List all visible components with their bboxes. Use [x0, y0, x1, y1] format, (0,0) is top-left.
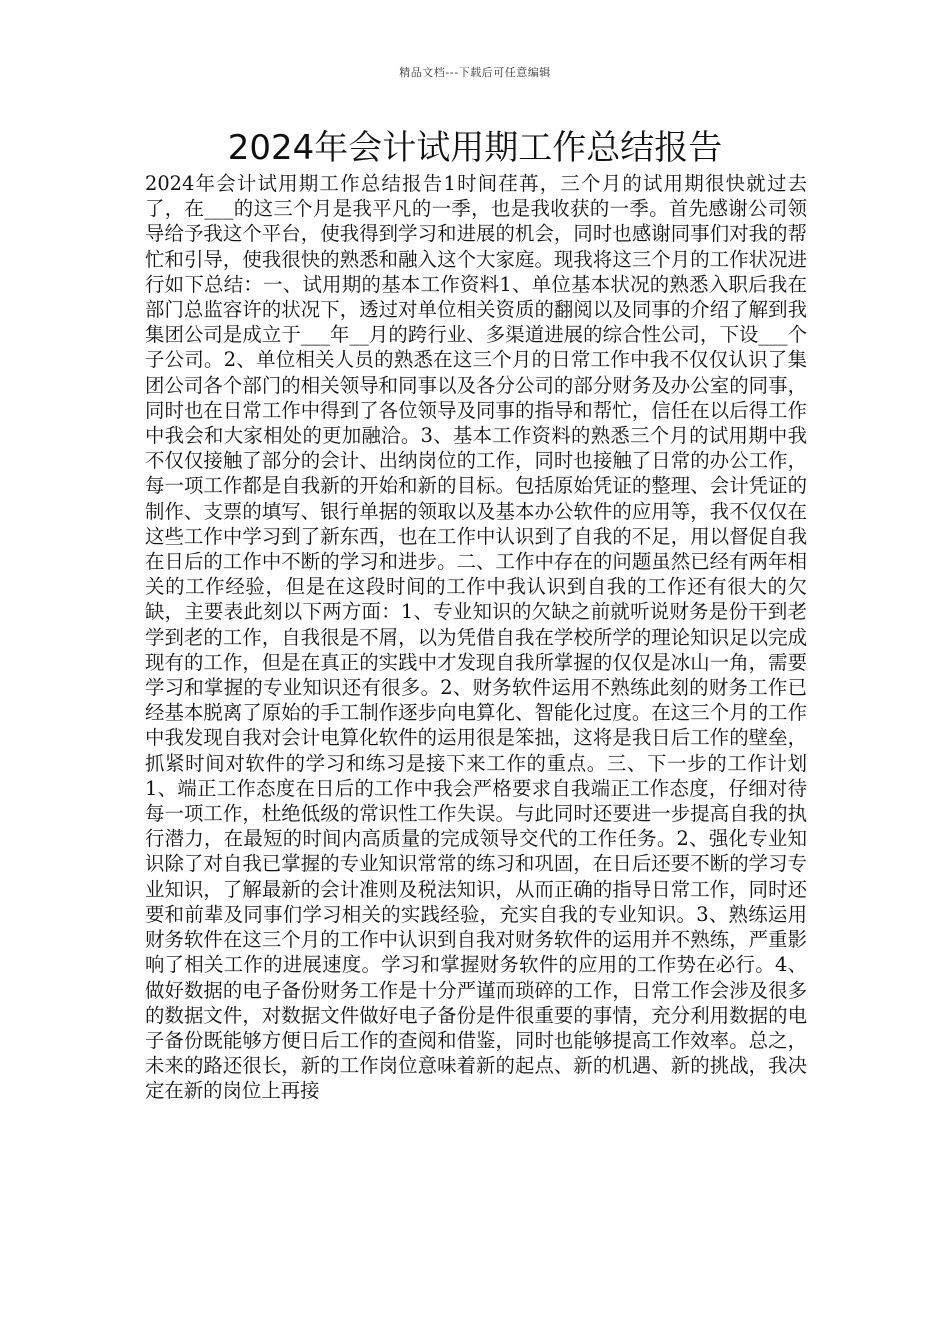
page-header-note: 精品文档---下载后可任意编辑	[399, 66, 551, 79]
document-body-paragraph: 2024年会计试用期工作总结报告1时间荏苒，三个月的试用期很快就过去了，在___的这三个月是我平凡的一季，也是我收获的一季。首先感谢公司领导给予我这个平台，使我得到学习和进展的机会，同时也感谢同事们对我的帮忙和引导，使我很快的熟悉和融入这个大家庭。现我将这三个月的工作状况进行如下总结：一、试用期的基本工作资料1、单位基本状况的熟悉入职后我在部门总监容许的状况下，透过对单位相关资质的翻阅以及同事的介绍了解到我集团公司是成立于___年__月的跨行业、多渠道进展的综合性公司，下设___个子公司。2、单位相关人员的熟悉在这三个月的日常工作中我不仅仅认识了集团公司各个部门的相关领导和同事以及各分公司的部分财务及办公室的同事，同时也在日常工作中得到了各位领导及同事的指导和帮忙，信任在以后得工作中我会和大家相处的更加融洽。3、基本工作资料的熟悉三个月的试用期中我不仅仅接触了部分的会计、出纳岗位的工作，同时也接触了日常的办公工作，每一项工作都是自我新的开始和新的目标。包括原始凭证的整理、会计凭证的制作、支票的填写、银行单据的领取以及基本办公软件的应用等，我不仅仅在这些工作中学习到了新东西，也在工作中认识到了自我的不足，用以督促自我在日后的工作中不断的学习和进步。二、工作中存在的问题虽然已经有两年相关的工作经验，但是在这段时间的工作中我认识到自我的工作还有很大的欠缺，主要表此刻以下两方面：1、专业知识的欠缺之前就听说财务是份干到老学到老的工作，自我很是不屑，以为凭借自我在学校所学的理论知识足以完成现有的工作，但是在真正的实践中才发现自我所掌握的仅仅是冰山一角，需要学习和掌握的专业知识还有很多。2、财务软件运用不熟练此刻的财务工作已经基本脱离了原始的手工制作逐步向电算化、智能化过度。在这三个月的工作中我发现自我对会计电算化软件的运用很是笨拙，这将是我日后工作的壁垒，抓紧时间对软件的学习和练习是接下来工作的重点。三、下一步的工作计划1、端正工作态度在日后的工作中我会严格要求自我端正工作态度，仔细对待每一项工作，杜绝低级的常识性工作失误。与此同时还要进一步提高自我的执行潜力，在最短的时间内高质量的完成领导交代的工作任务。2、强化专业知识除了对自我已掌握的专业知识常常的练习和巩固，在日后还要不断的学习专业知识，了解最新的会计准则及税法知识，从而正确的指导日常工作，同时还要和前辈及同事们学习相关的实践经验，充实自我的专业知识。3、熟练运用财务软件在这三个月的工作中认识到自我对财务软件的运用并不熟练，严重影响了相关工作的进展速度。学习和掌握财务软件的应用的工作势在必行。4、做好数据的电子备份财务工作是十分严谨而琐碎的工作，日常工作会涉及很多的数据文件，对数据文件做好电子备份是件很重要的事情，充分利用数据的电子备份既能够方便日后工作的查阅和借鉴，同时也能够提高工作效率。总之，未来的路还很长，新的工作岗位意味着新的起点、新的机遇、新的挑战，我决定在新的岗位上再接	[145, 172, 807, 1103]
document-title: 2024年会计试用期工作总结报告	[227, 128, 723, 168]
